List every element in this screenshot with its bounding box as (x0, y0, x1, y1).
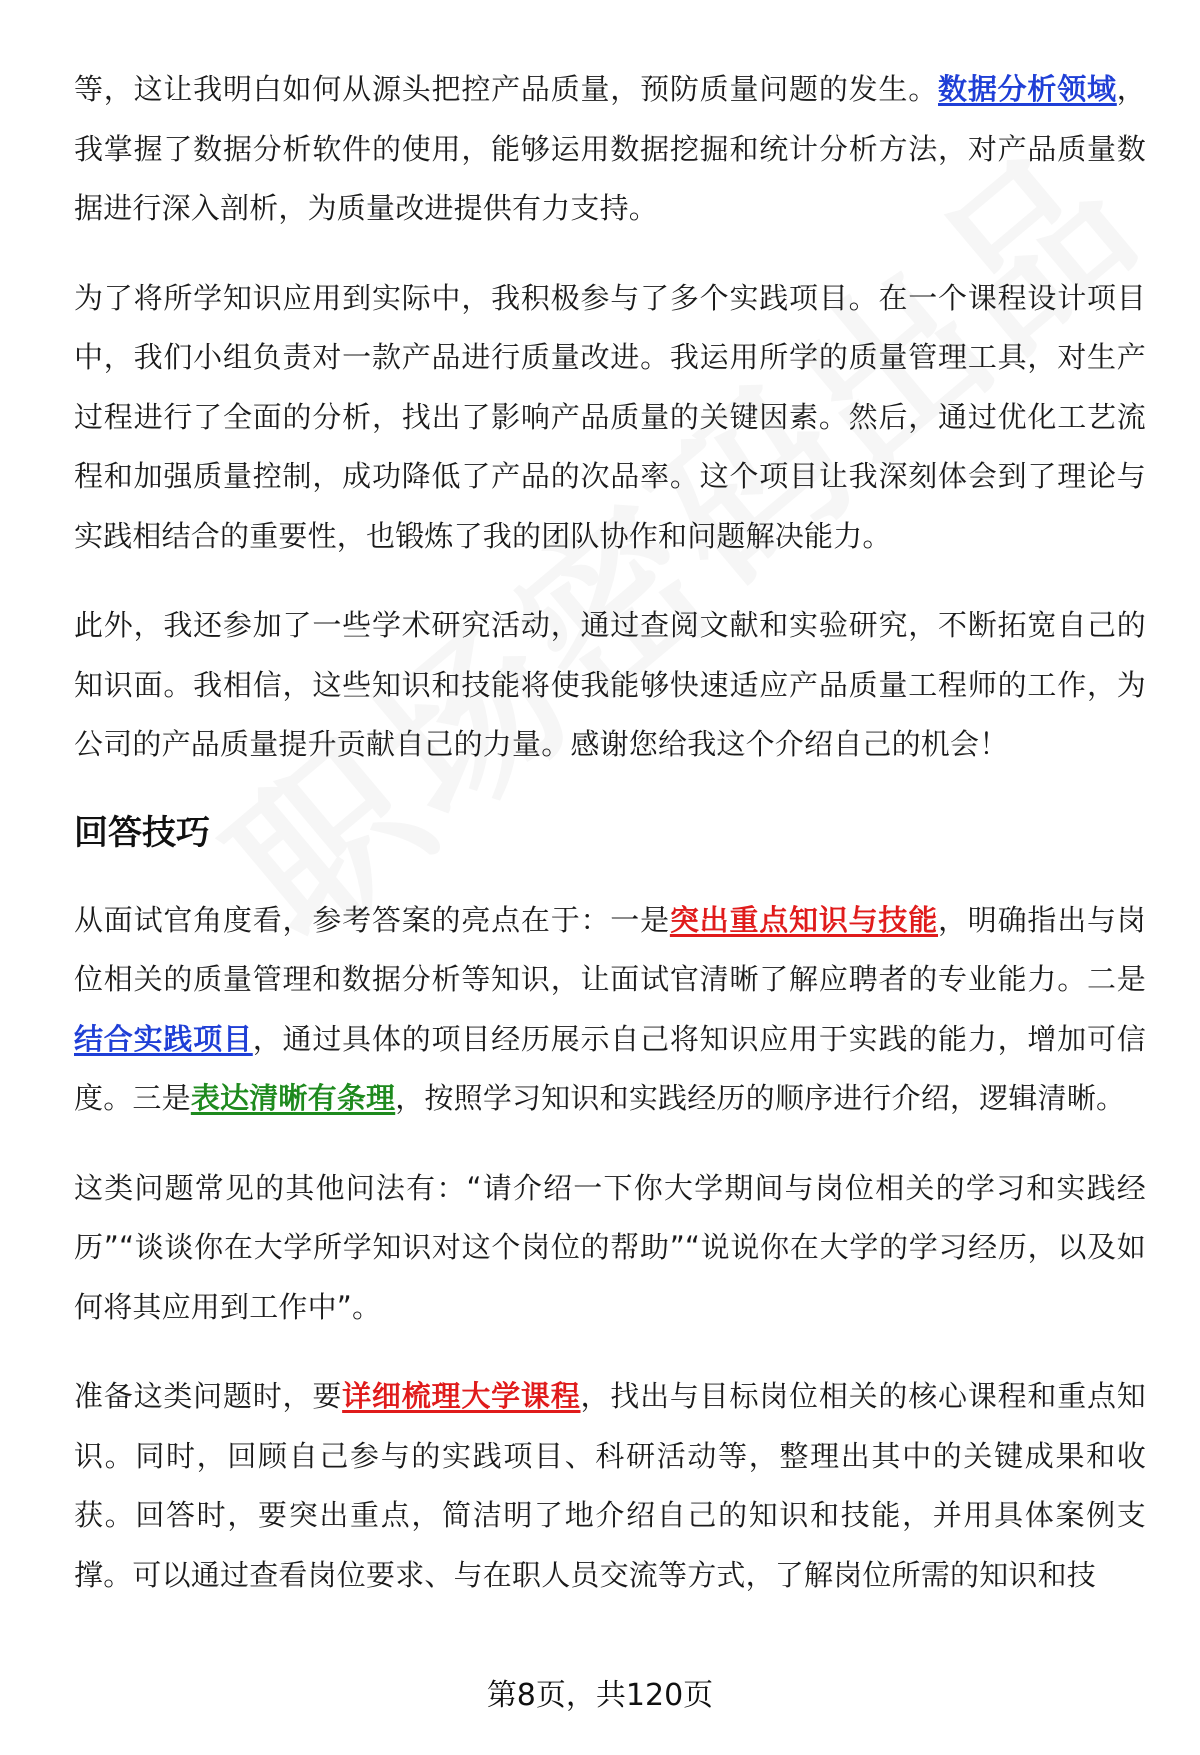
paragraph-text: ，我掌握了数据分析软件的使用，能够运用数据挖掘和统计分析方法，对产品质量数据进行深入剖析，为质量改进提供有力支持。 (74, 72, 1146, 225)
page-number: 第8页，共120页 (486, 1678, 714, 1713)
paragraph-text: ，按照学习知识和实践经历的顺序进行介绍，逻辑清晰。 (395, 1081, 1126, 1115)
highlighted-phrase: 突出重点知识与技能 (669, 902, 939, 937)
paragraph-text: ，找出与目标岗位相关的核心课程和重点知识。同时，回顾自己参与的实践项目、科研活动等，整理出其中的关键成果和收获。回答时，要突出重点，简洁明了地介绍自己的知识和技能，并用具体案例支撑。可以通过查看岗位要求、与在职人员交流等方式，了解岗位所需的知识和技 (74, 1379, 1146, 1592)
document-body (74, 60, 1146, 1635)
paragraph (74, 596, 1146, 775)
paragraph-text: 这类问题常见的其他问法有：“请介绍一下你大学期间与岗位相关的学习和实践经历”“谈谈你在大学所学知识对这个岗位的帮助”“说说你在大学的学习经历，以及如何将其应用到工作中”。 (74, 1170, 1146, 1324)
paragraph-text: 从面试官角度看，参考答案的亮点在于：一是 (74, 902, 670, 937)
paragraph-text: ，明确指出与岗位相关的质量管理和数据分析等知识，让面试官清晰了解应聘者的专业能力。二是 (74, 902, 1146, 996)
paragraph-text: 此外，我还参加了一些学术研究活动，通过查阅文献和实验研究，不断拓宽自己的知识面。我相信，这些知识和技能将使我能够快速适应产品质量工程师的工作，为公司的产品质量提升贡献自己的力量。感谢您给我这个介绍自己的机会！ (74, 608, 1146, 761)
highlighted-phrase: 结合实践项目 (74, 1021, 253, 1056)
section-heading: 回答技巧 (74, 812, 210, 853)
paragraph-text: 准备这类问题时，要 (74, 1379, 343, 1413)
paragraph (74, 60, 1146, 239)
answer-section (74, 60, 1146, 775)
paragraph-text: 为了将所学知识应用到实际中，我积极参与了多个实践项目。在一个课程设计项目中，我们小组负责对一款产品进行质量改进。我运用所学的质量管理工具，对生产过程进行了全面的分析，找出了影响产品质量的关键因素。然后，通过优化工艺流程和加强质量控制，成功降低了产品的次品率。这个项目让我深刻体会到了理论与实践相结合的重要性，也锻炼了我的团队协作和问题解决能力。 (74, 280, 1146, 553)
highlighted-phrase: 表达清晰有条理 (190, 1081, 396, 1115)
paragraph (74, 269, 1146, 567)
highlighted-phrase: 详细梳理大学课程 (342, 1379, 581, 1413)
paragraph-text: 等，这让我明白如何从源头把控产品质量，预防质量问题的发生。 (74, 72, 939, 106)
paragraph (74, 891, 1146, 1129)
highlighted-phrase: 数据分析领域 (938, 72, 1117, 106)
paragraph (74, 1159, 1146, 1338)
tips-section (74, 891, 1146, 1606)
paragraph (74, 1367, 1146, 1605)
paragraph-text: ，通过具体的项目经历展示自己将知识应用于实践的能力，增加可信度。三是 (74, 1021, 1146, 1115)
